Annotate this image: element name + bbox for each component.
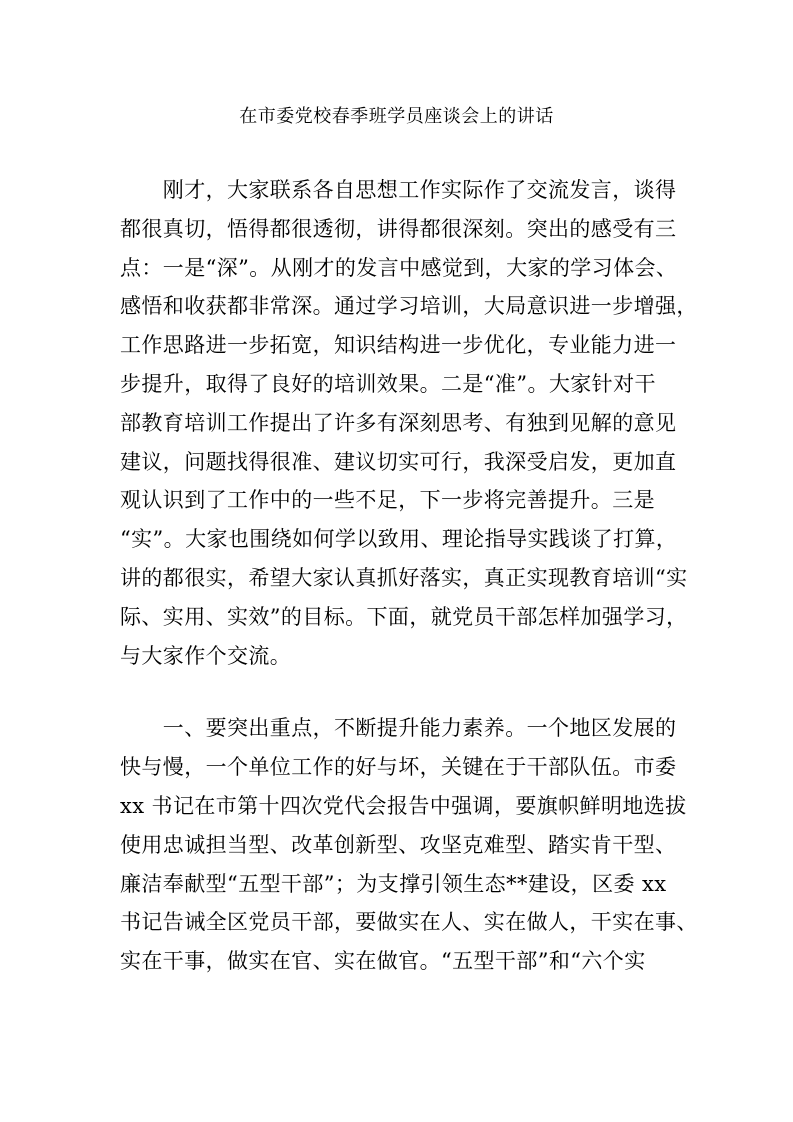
text-line: 实在干事，做实在官、实在做官。“五型干部”和“六个实	[120, 949, 646, 974]
text-line: 部教育培训工作提出了许多有深刻思考、有独到见解的意见	[120, 410, 677, 435]
text-line: 使用忠诚担当型、改革创新型、攻坚克难型、踏实肯干型、	[120, 832, 677, 857]
text-line: 点：一是“深”。从刚才的发言中感觉到，大家的学习体会、	[120, 255, 678, 280]
paragraph-section-one	[120, 709, 698, 981]
text-line: 观认识到了工作中的一些不足，下一步将完善提升。三是	[120, 488, 655, 513]
text-line: 都很真切，悟得都很透彻，讲得都很深刻。突出的感受有三	[120, 216, 677, 241]
text-line: 一、要突出重点，不断提升能力素养。一个地区发展的	[120, 716, 677, 741]
text-line: 讲的都很实，希望大家认真抓好落实，真正实现教育培训“实	[120, 565, 688, 590]
text-line: 书记告诫全区党员干部，要做实在人、实在做人，干实在事、	[120, 910, 698, 935]
text-line: xx 书记在市第十四次党代会报告中强调，要旗帜鲜明地选拔	[120, 793, 687, 818]
text-line: 廉洁奉献型“五型干部”；为支撑引领生态**建设，区委 xx	[120, 871, 667, 896]
text-line: 际、实用、实效”的目标。下面，就党员干部怎样加强学习，	[120, 604, 688, 629]
text-line: 建议，问题找得很准、建议切实可行，我深受启发，更加直	[120, 449, 677, 474]
paragraph-gap	[120, 675, 680, 709]
text-line: 步提升，取得了良好的培训效果。二是“准”。大家针对干	[120, 371, 656, 396]
text-line: 刚才，大家联系各自思想工作实际作了交流发言，谈得	[120, 178, 677, 202]
text-line: 快与慢，一个单位工作的好与坏，关键在于干部队伍。市委	[120, 755, 677, 780]
document-title: 在市委党校春季班学员座谈会上的讲话	[239, 106, 554, 127]
text-line: 工作思路进一步拓宽，知识结构进一步优化，专业能力进一	[120, 333, 677, 358]
document-body	[120, 171, 698, 981]
text-line: “实”。大家也围绕如何学以致用、理论指导实践谈了打算，	[120, 527, 678, 552]
text-line: 感悟和收获都非常深。通过学习培训，大局意识进一步增强，	[120, 294, 698, 319]
text-line: 与大家作个交流。	[120, 643, 292, 668]
paragraph-intro	[120, 171, 698, 675]
